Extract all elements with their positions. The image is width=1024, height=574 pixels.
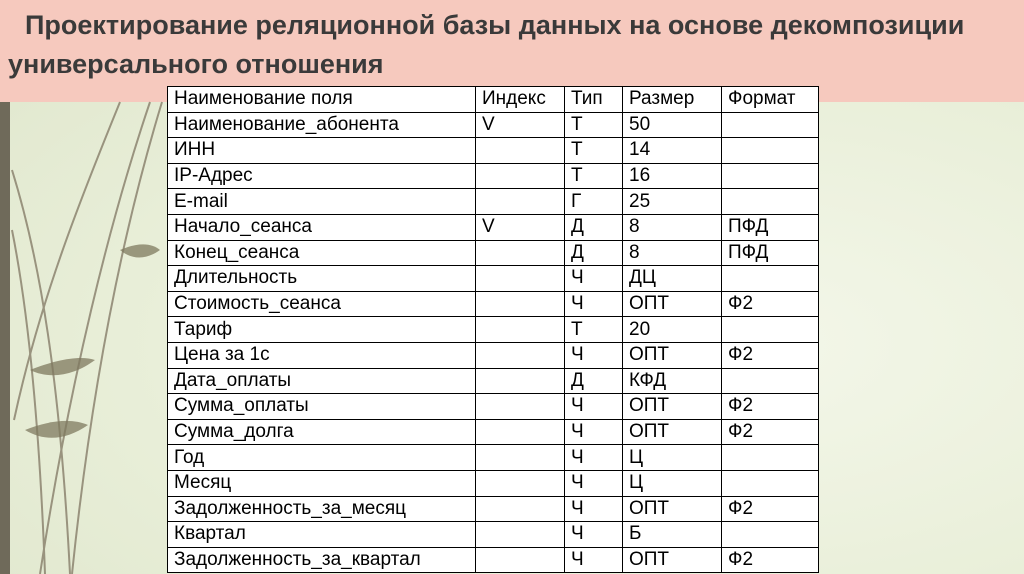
table-row [168,368,819,394]
table-row [168,138,819,164]
cell-type: Ч [565,291,623,317]
table-row [168,112,819,138]
table-row [168,419,819,445]
cell-index [476,163,565,189]
cell-type: Ч [565,445,623,471]
cell-index [476,317,565,343]
cell-type: Ч [565,470,623,496]
cell-format: Ф2 [722,394,819,420]
cell-format [722,189,819,215]
cell-field-name: Начало_сеанса [168,214,476,240]
cell-index [476,445,565,471]
cell-size: ДЦ [623,266,722,292]
cell-type: Т [565,138,623,164]
table-row [168,470,819,496]
cell-size: 8 [623,240,722,266]
cell-field-name: ИНН [168,138,476,164]
cell-type: Ч [565,419,623,445]
table-row [168,445,819,471]
header-size: Размер [623,87,722,113]
cell-type: Т [565,163,623,189]
table-row [168,522,819,548]
cell-type: Г [565,189,623,215]
cell-field-name: E-mail [168,189,476,215]
cell-index [476,368,565,394]
cell-size: ОПТ [623,291,722,317]
cell-type: Ч [565,547,623,573]
cell-type: Т [565,317,623,343]
header-type: Тип [565,87,623,113]
cell-field-name: Сумма_долга [168,419,476,445]
cell-index [476,470,565,496]
cell-field-name: Стоимость_сеанса [168,291,476,317]
table-row [168,266,819,292]
table-row [168,547,819,573]
fields-table [167,86,819,573]
cell-format: ПФД [722,214,819,240]
cell-index [476,189,565,215]
cell-size: Ц [623,445,722,471]
cell-field-name: Дата_оплаты [168,368,476,394]
cell-format: ПФД [722,240,819,266]
cell-size: КФД [623,368,722,394]
cell-size: 25 [623,189,722,215]
cell-field-name: Квартал [168,522,476,548]
cell-size: 20 [623,317,722,343]
cell-type: Ч [565,266,623,292]
cell-index [476,266,565,292]
cell-format [722,522,819,548]
header-index: Индекс [476,87,565,113]
cell-type: Д [565,214,623,240]
cell-format [722,112,819,138]
decorative-curves [0,0,170,574]
cell-format [722,470,819,496]
cell-format [722,445,819,471]
cell-type: Ч [565,394,623,420]
cell-field-name: Сумма_оплаты [168,394,476,420]
table-row [168,291,819,317]
cell-format [722,317,819,343]
table-row [168,163,819,189]
cell-field-name: Задолженность_за_месяц [168,496,476,522]
table-row [168,394,819,420]
cell-type: Ч [565,342,623,368]
cell-type: Т [565,112,623,138]
cell-format: Ф2 [722,547,819,573]
cell-field-name: Тариф [168,317,476,343]
table-row [168,317,819,343]
cell-index [476,394,565,420]
cell-format: Ф2 [722,342,819,368]
cell-index [476,291,565,317]
cell-format: Ф2 [722,496,819,522]
table-row [168,214,819,240]
cell-index [476,496,565,522]
cell-type: Д [565,240,623,266]
cell-index: V [476,214,565,240]
table-header-row [168,87,819,113]
cell-field-name: Месяц [168,470,476,496]
cell-index [476,138,565,164]
cell-field-name: Длительность [168,266,476,292]
cell-index [476,547,565,573]
cell-index [476,342,565,368]
cell-index: V [476,112,565,138]
cell-size: ОПТ [623,394,722,420]
cell-field-name: Год [168,445,476,471]
cell-size: ОПТ [623,342,722,368]
cell-field-name: Задолженность_за_квартал [168,547,476,573]
cell-size: 16 [623,163,722,189]
cell-type: Ч [565,496,623,522]
cell-format [722,266,819,292]
slide-title: Проектирование реляционной базы данных на основе декомпозиции универсального отношения [8,10,965,79]
cell-size: 14 [623,138,722,164]
cell-field-name: Наименование_абонента [168,112,476,138]
cell-format [722,138,819,164]
cell-index [476,240,565,266]
cell-field-name: Конец_сеанса [168,240,476,266]
table-row [168,496,819,522]
cell-index [476,522,565,548]
cell-type: Ч [565,522,623,548]
cell-format [722,368,819,394]
cell-index [476,419,565,445]
cell-size: ОПТ [623,419,722,445]
table-row [168,189,819,215]
cell-size: Ц [623,470,722,496]
cell-size: Б [623,522,722,548]
cell-format: Ф2 [722,291,819,317]
cell-size: 50 [623,112,722,138]
cell-size: ОПТ [623,496,722,522]
cell-type: Д [565,368,623,394]
cell-field-name: IP-Адрес [168,163,476,189]
cell-size: 8 [623,214,722,240]
table-row [168,240,819,266]
cell-field-name: Цена за 1с [168,342,476,368]
cell-format [722,163,819,189]
cell-size: ОПТ [623,547,722,573]
table-row [168,342,819,368]
header-format: Формат [722,87,819,113]
cell-format: Ф2 [722,419,819,445]
header-field-name: Наименование поля [168,87,476,113]
